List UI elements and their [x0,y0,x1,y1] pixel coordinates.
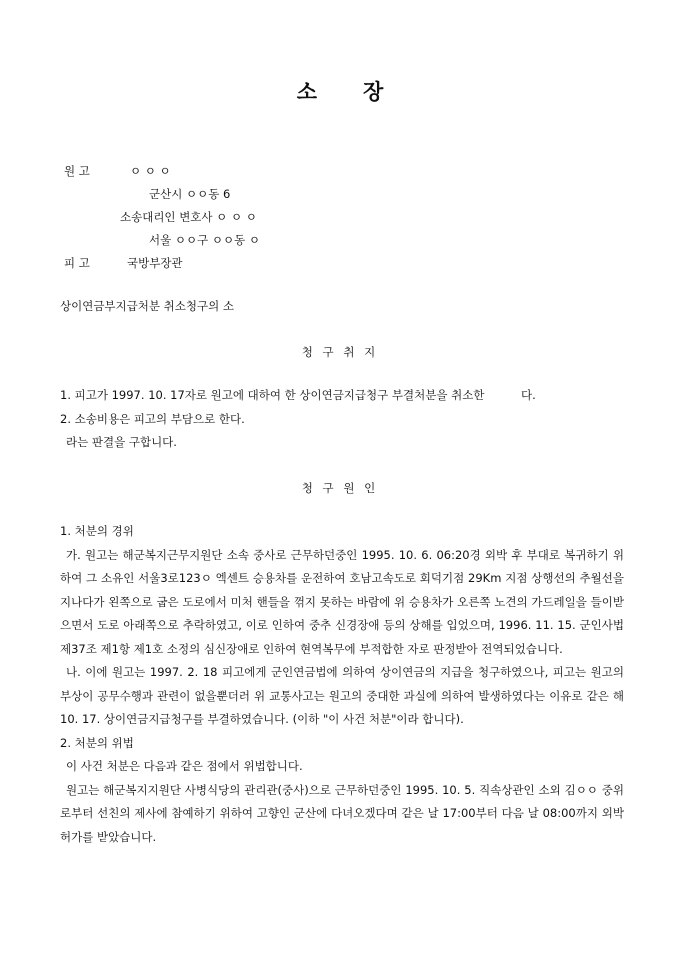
title-char-2: 장 [363,79,384,104]
plaintiff-name: ㅇ ㅇ ㅇ [130,164,171,178]
claim-purpose-body [60,384,624,455]
claim-item-1: 1. 피고가 1997. 10. 17자로 원고에 대하여 한 상이연금지급청구 부결처분을 취소한 다. [60,388,536,402]
document-title [0,76,680,106]
plaintiff-label: 원 고 [64,164,90,178]
claim-purpose-heading: 청 구 취 지 [301,345,379,359]
section-1-title: 1. 처분의 경위 [60,524,134,538]
plaintiff-address: 군산시 ㅇㅇ동 6 [149,187,231,201]
section-1-paragraph-a: 가. 원고는 해군복지근무지원단 소속 중사로 근무하던중인 1995. 10. 6. 06:20경 외박 후 부대로 복귀하기 위하여 그 소유인 서울3로123ㅇ 엑센트 승용차를 운전하여 호남고속도로 회덕기점 29Km 지점 상행선의 추월선을 지나다가 왼쪽으로 굽은 도로에서 미처 핸들을 꺾지 못하는 바람에 위 승용차가 오른쪽 노견의 가드레일을 들이받으면서 도로 아래쪽으로 추락하였고, 이로 인하여 중추 신경장애 등의 상해를 입었으며, 1996. 11. 15. 군인사법 제37조 제1항 제1호 소정의 심신장애로 인하여 현역복무에 부적합한 자로 판정받아 전역되었습니다. [60,547,624,656]
section-2-title: 2. 처분의 위법 [60,735,134,750]
title-char-1: 소 [296,79,317,104]
claim-item-2: 2. 소송비용은 피고의 부담으로 한다. [60,411,245,426]
claim-cause-heading: 청 구 원 인 [301,481,379,495]
counsel: 소송대리인 변호사 ㅇ ㅇ ㅇ [120,210,257,224]
section-1-paragraph-b: 나. 이에 원고는 1997. 2. 18 피고에게 군인연금법에 의하여 상이연금의 지급을 청구하였으나, 피고는 원고의 부상이 공무수행과 관련이 없을뿐더러 위 교통사고는 원고의 중대한 과실에 의하여 발생하였다는 이유로 같은 해 10. 17. 상이연금지급청구를 부결하였습니다. (이하 "이 사건 처분"이라 합니다). [60,665,624,726]
defendant-label: 피 고 [64,256,90,270]
section-2-paragraph: 원고는 해군복지지원단 사병식당의 관리관(중사)으로 근무하던중인 1995. 10. 5. 직속상관인 소외 김ㅇㅇ 중위로부터 선친의 제사에 참예하기 위하여 고향인 군산에 다녀오겠다며 같은 날 17:00부터 다음 날 08:00까지 외박허가를 받았습니다. [60,782,624,844]
case-name: 상이연금부지급처분 취소청구의 소 [60,299,234,313]
defendant-name: 국방부장관 [127,256,183,270]
counsel-address: 서울 ㅇㅇ구 ㅇㅇ동 ㅇ [149,233,260,247]
claim-closing: 라는 판결을 구합니다. [66,435,177,449]
claim-cause-body [60,520,624,849]
section-2-intro: 이 사건 처분은 다음과 같은 점에서 위법합니다. [66,759,303,773]
